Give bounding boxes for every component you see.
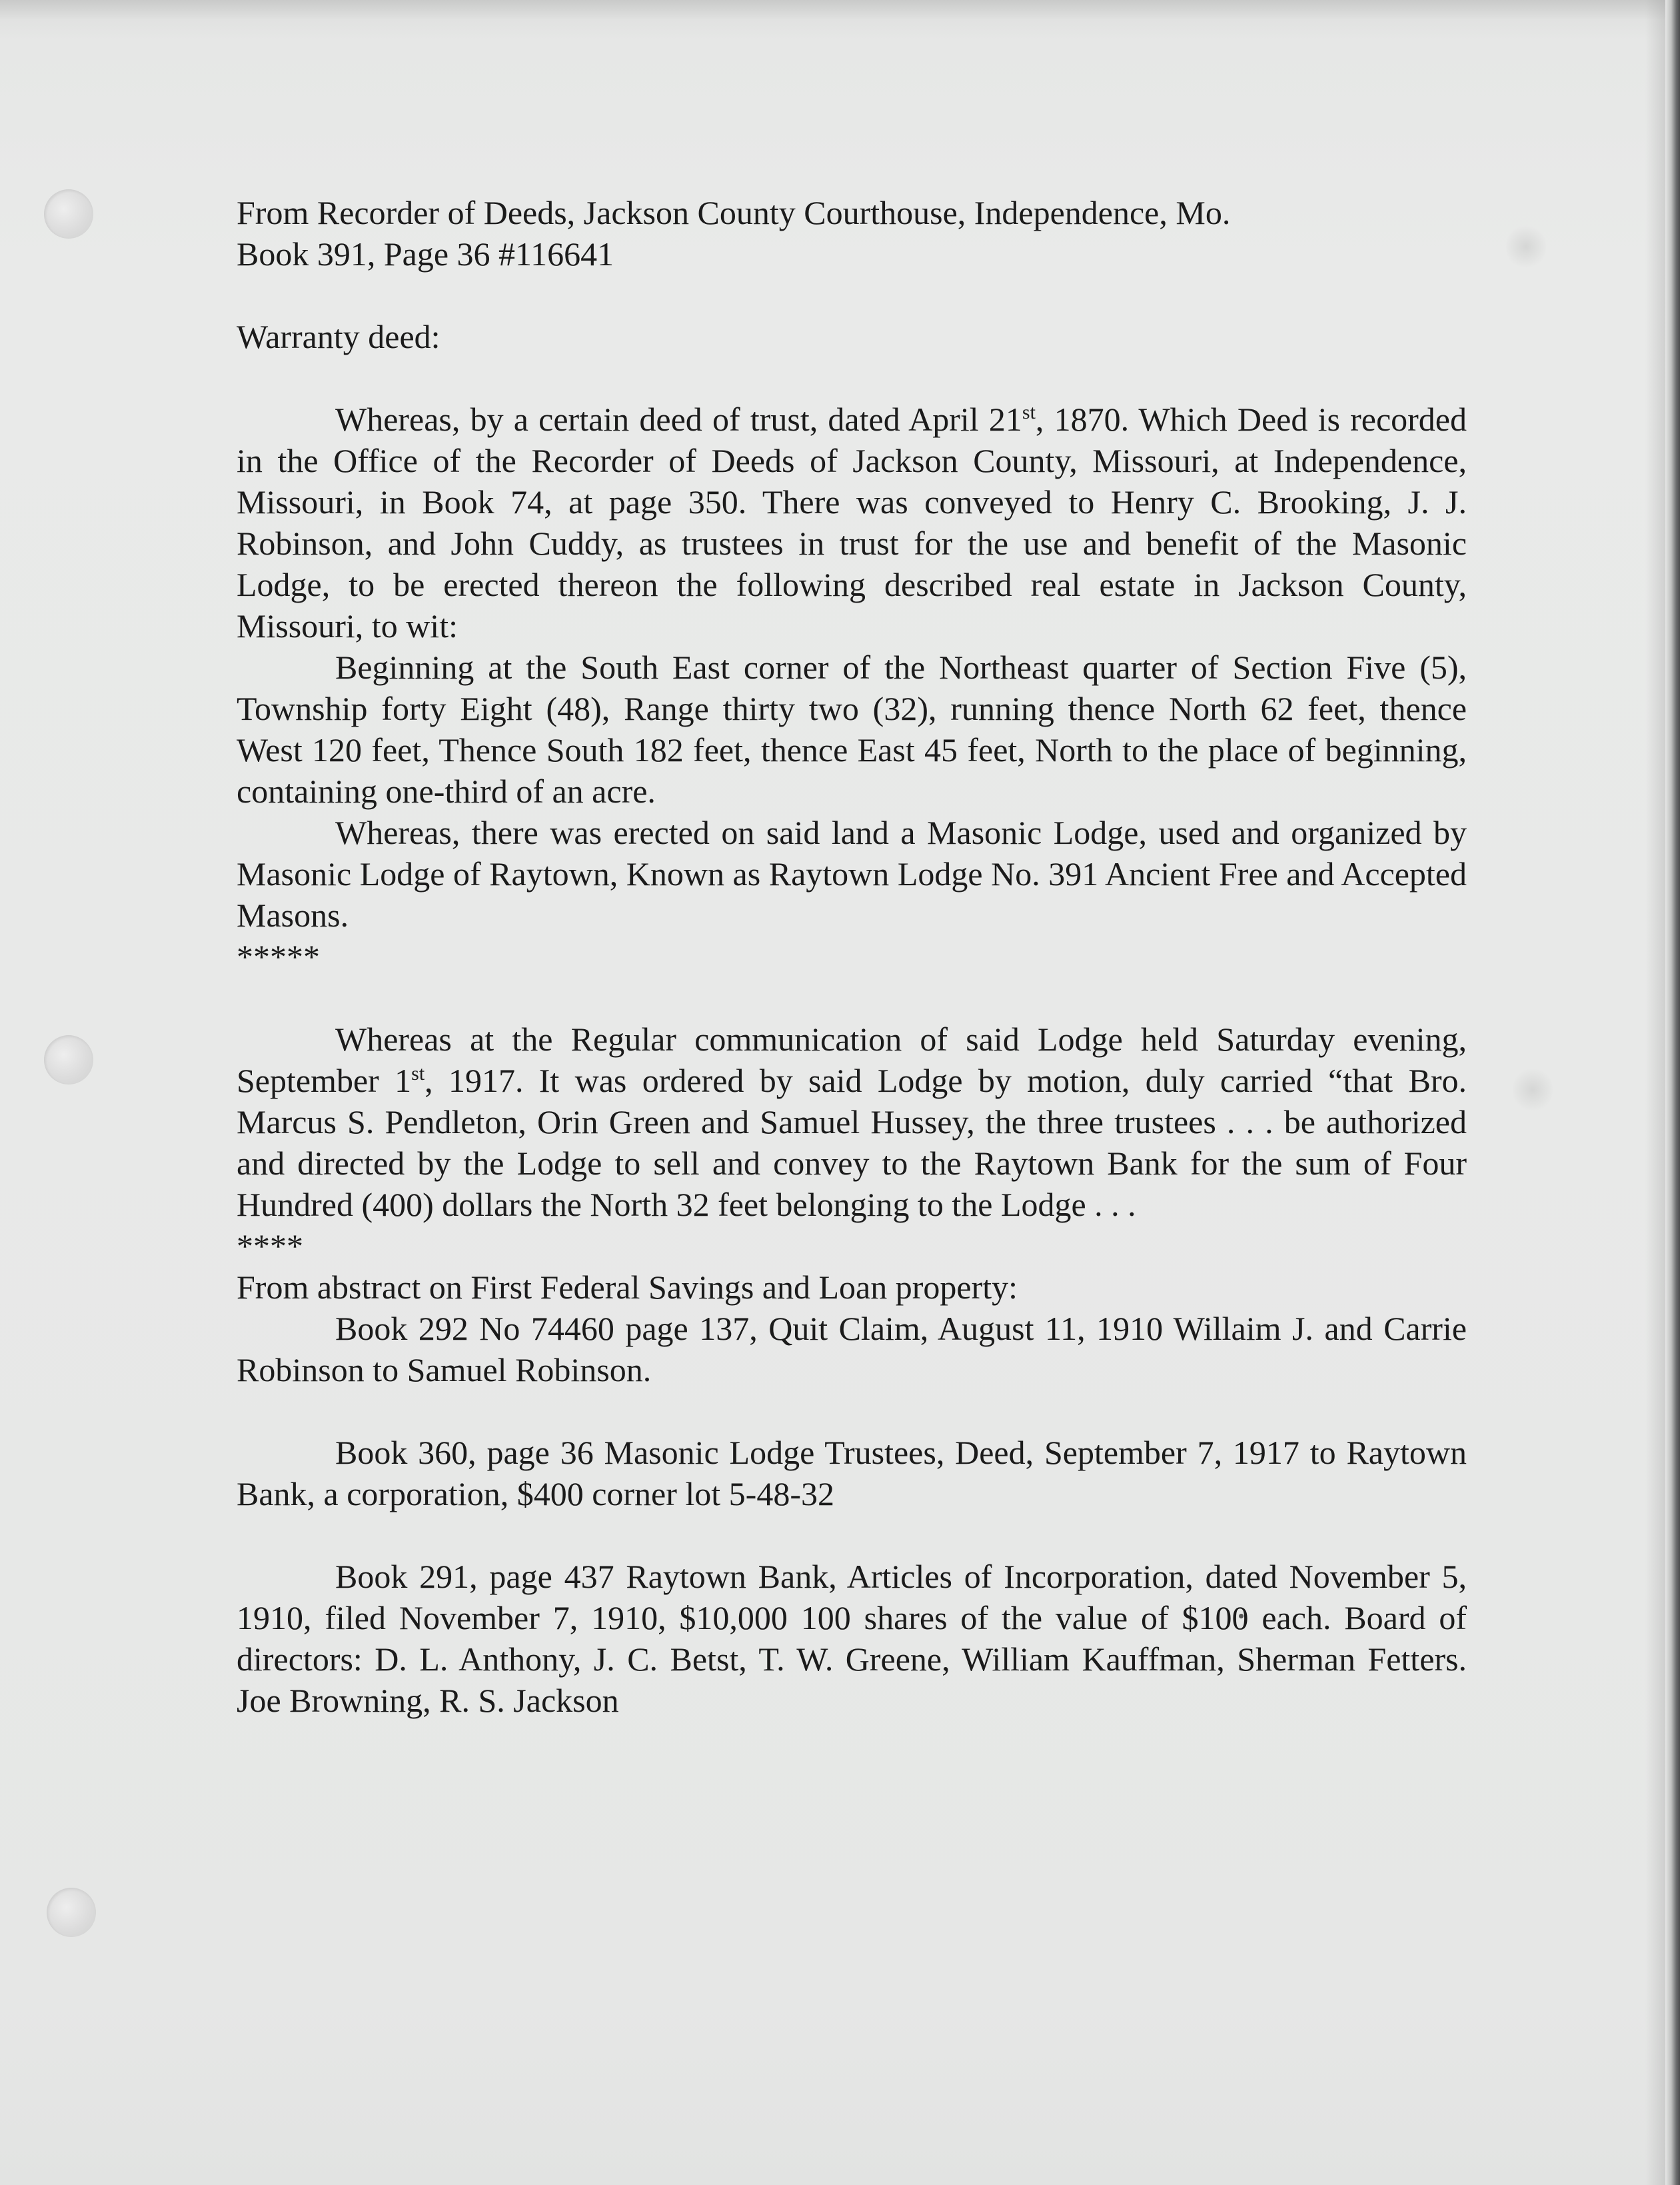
page-right-edge bbox=[1665, 0, 1680, 2185]
separator-four-stars: **** bbox=[237, 1227, 303, 1264]
superscript-st-1: st bbox=[1022, 401, 1036, 423]
page-right-shadow bbox=[1645, 0, 1665, 2185]
punch-hole-bottom bbox=[47, 1888, 96, 1937]
paragraph-lodge-trustees-deed: Book 360, page 36 Masonic Lodge Trustees, Deed, September 7, 1917 to Raytown Bank, a corporation, $400 corner lot 5-48-32 bbox=[237, 1434, 1467, 1512]
paragraph-regular-communication-rest: , 1917. It was ordered by said Lodge by motion, duly carried “that Bro. Marcus S. Pendleton, Orin Green and Samuel Hussey, the three trustees . . . be authorized and directed by the Lodge to sell and convey to the Raytown Bank for the sum of Four Hundred (400) dollars the North 32 feet belonging to the Lodge . . . bbox=[237, 1062, 1467, 1223]
paragraph-deed-of-trust-rest: , 1870. Which Deed is recorded in the Office of the Recorder of Deeds of Jackson County, Missouri, at Independence, Missouri, in Book 74, at page 350. There was conveyed to Henry C. Brooking, J. J. Robinson, and John Cuddy, as trustees in trust for the use and benefit of the Masonic Lodge, to be erected thereon the following described real estate in Jackson County, Missouri, to wit: bbox=[237, 401, 1467, 645]
ghost-mark-top bbox=[1506, 223, 1546, 270]
paragraph-masonic-lodge: Whereas, there was erected on said land a Masonic Lodge, used and organized by Masonic Lodge of Raytown, Known as Raytown Lodge No. 391 Ancient Free and Accepted Masons. bbox=[237, 814, 1467, 934]
superscript-st-2: st bbox=[411, 1063, 425, 1085]
paragraph-regular-communication-start: Whereas at the Regular communication of said Lodge held Saturday evening, September 1 bbox=[237, 1021, 1467, 1099]
paragraph-deed-of-trust-start: Whereas, by a certain deed of trust, dated April 21 bbox=[335, 401, 1022, 438]
punch-hole-top bbox=[44, 189, 93, 239]
paragraph-land-description: Beginning at the South East corner of the Northeast quarter of Section Five (5), Township forty Eight (48), Range thirty two (32), running thence North 62 feet, thence West 120 feet, Thence South 182 feet, thence East 45 feet, North to the place of beginning, containing one-third of an acre. bbox=[237, 649, 1467, 810]
punch-hole-middle bbox=[44, 1035, 93, 1085]
paragraph-quit-claim: Book 292 No 74460 page 137, Quit Claim, August 11, 1910 Willaim J. and Carrie Robinson to Samuel Robinson. bbox=[237, 1310, 1467, 1388]
ghost-mark-middle bbox=[1513, 1067, 1553, 1113]
paragraph-deed-of-trust bbox=[237, 399, 1467, 647]
separator-five-stars: ***** bbox=[237, 938, 320, 975]
page-top-edge bbox=[0, 0, 1680, 19]
paragraph-articles-of-incorporation: Book 291, page 437 Raytown Bank, Articles of Incorporation, dated November 5, 1910, filed November 7, 1910, $10,000 100 shares of the value of $100 each. Board of directors: D. L. Anthony, J. C. Betst, T. W. Greene, William Kauffman, Sherman Fetters. Joe Browning, R. S. Jackson bbox=[237, 1558, 1467, 1719]
header-line-1: From Recorder of Deeds, Jackson County Courthouse, Independence, Mo. bbox=[237, 194, 1231, 231]
header-line-2: Book 391, Page 36 #116641 bbox=[237, 235, 614, 273]
paragraph-regular-communication bbox=[237, 1019, 1467, 1225]
deed-heading: Warranty deed: bbox=[237, 318, 440, 355]
document-body bbox=[237, 192, 1467, 1721]
abstract-heading: From abstract on First Federal Savings and Loan property: bbox=[237, 1268, 1018, 1306]
